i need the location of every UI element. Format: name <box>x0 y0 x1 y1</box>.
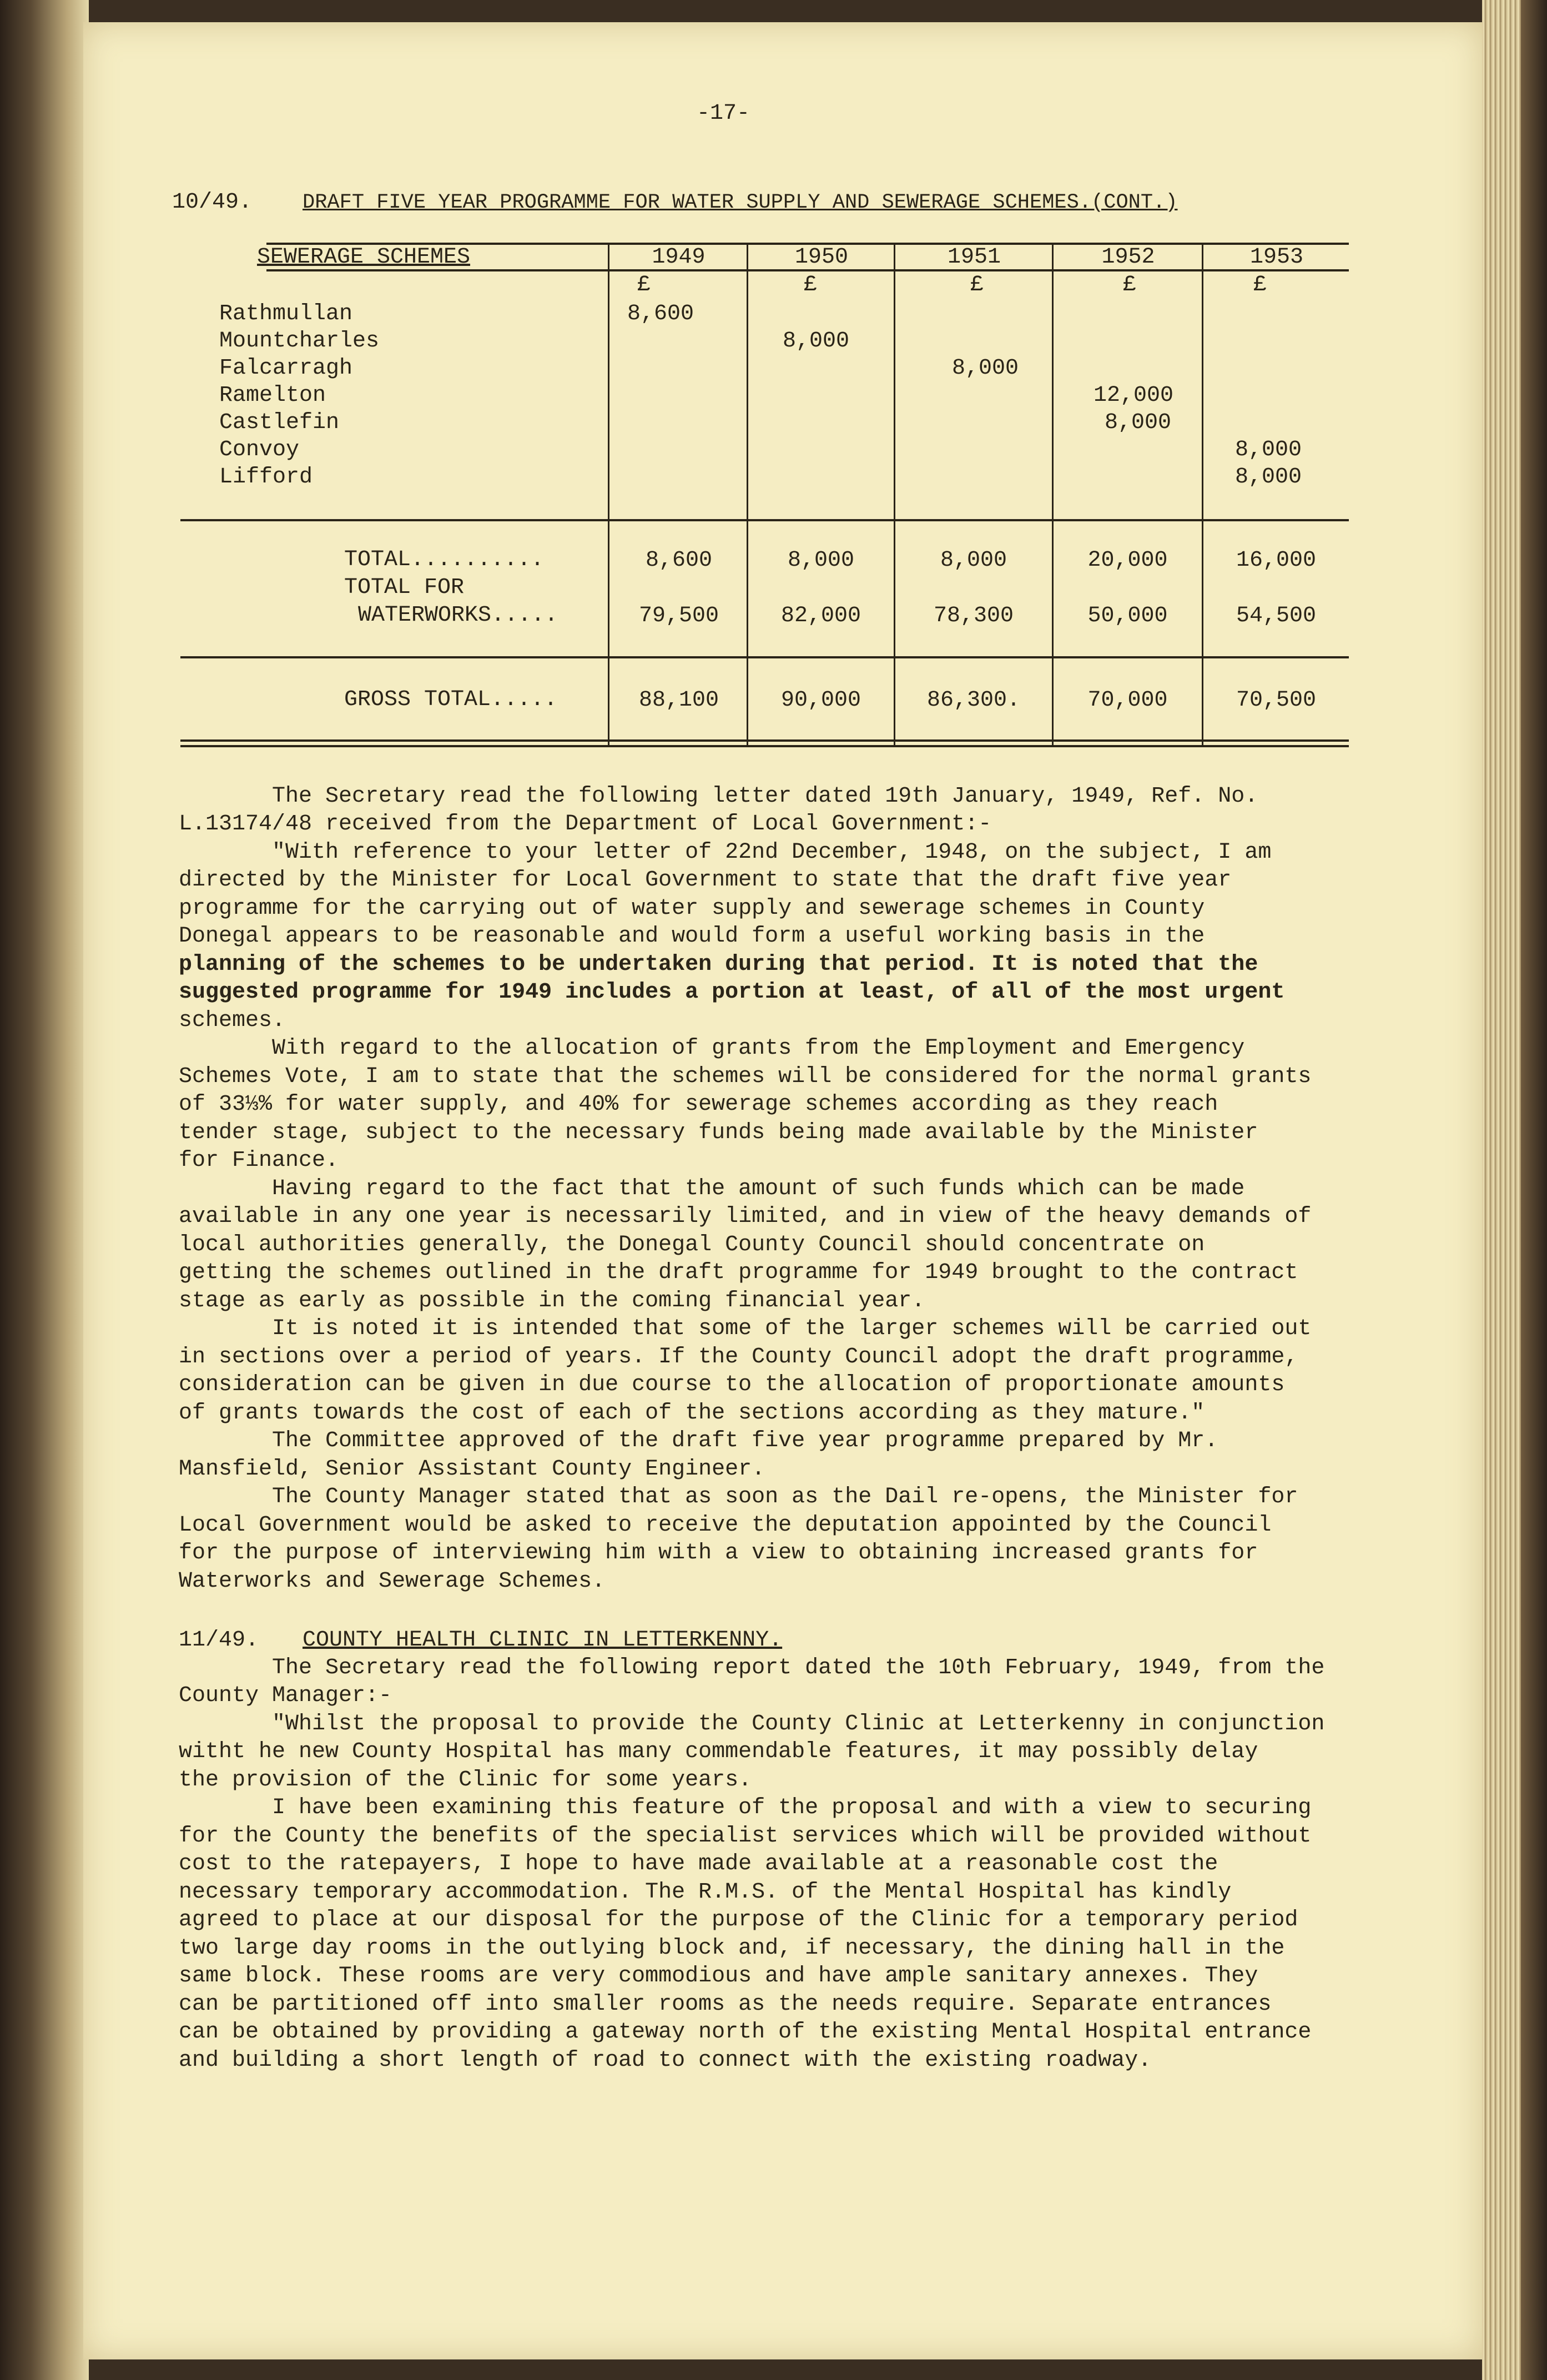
scheme-name: Lifford <box>219 465 313 490</box>
page-number: -17- <box>697 101 750 126</box>
text-line: I have been examining this feature of the proposal and with a view to securing <box>179 1795 1312 1820</box>
text-line: Local Government would be asked to receive the deputation appointed by the Council <box>179 1513 1272 1538</box>
scheme-value: 8,000 <box>1235 437 1302 462</box>
currency-1949: £ <box>637 273 651 298</box>
waterworks-1949: 79,500 <box>638 603 719 628</box>
waterworks-1951: 78,300 <box>933 603 1014 628</box>
scheme-value: 8,600 <box>627 301 694 326</box>
section-title-11: COUNTY HEALTH CLINIC IN LETTERKENNY. <box>303 1628 783 1653</box>
text-line: The County Manager stated that as soon as the Dail re-opens, the Minister for <box>179 1485 1298 1509</box>
section-number-11: 11/49. <box>179 1628 259 1653</box>
text-line: cost to the ratepayers, I hope to have made available at a reasonable cost the <box>179 1851 1218 1876</box>
text-line: stage as early as possible in the coming financial year. <box>179 1289 925 1314</box>
text-line: in sections over a period of years. If the County Council adopt the draft programme, <box>179 1345 1298 1370</box>
total-1951: 8,000 <box>940 548 1007 573</box>
waterworks-1950: 82,000 <box>780 603 861 628</box>
text-line: planning of the schemes to be undertaken during that period. It is noted that the <box>179 952 1258 977</box>
scheme-name: Rathmullan <box>219 301 353 326</box>
gross-1951: 86,300. <box>926 688 1021 713</box>
text-line: The Committee approved of the draft five year programme prepared by Mr. <box>179 1428 1218 1453</box>
text-line: Having regard to the fact that the amount of such funds which can be made <box>179 1176 1245 1201</box>
text-line: necessary temporary accommodation. The R.M.S. of the Mental Hospital has kindly <box>179 1880 1232 1905</box>
table-header-1952: 1952 <box>1101 245 1155 270</box>
table-header-1951: 1951 <box>947 245 1001 270</box>
text-line: agreed to place at our disposal for the purpose of the Clinic for a temporary period <box>179 1908 1298 1933</box>
waterworks-1953: 54,500 <box>1236 603 1317 628</box>
text-line: witht he new County Hospital has many commendable features, it may possibly delay <box>179 1739 1258 1764</box>
total-1950: 8,000 <box>787 548 855 573</box>
currency-1952: £ <box>1122 273 1136 298</box>
text-line: Waterworks and Sewerage Schemes. <box>179 1569 606 1594</box>
text-line: the provision of the Clinic for some years. <box>179 1768 752 1793</box>
scheme-name: Castlefin <box>219 410 340 435</box>
table-header-1949: 1949 <box>652 245 706 270</box>
text-line: can be obtained by providing a gateway north of the existing Mental Hospital entrance <box>179 2020 1312 2045</box>
total-label: TOTAL.......... <box>344 547 545 572</box>
scheme-name: Convoy <box>219 437 300 462</box>
scheme-value: 12,000 <box>1094 383 1174 408</box>
text-line: With regard to the allocation of grants from the Employment and Emergency <box>179 1036 1245 1061</box>
total-1949: 8,600 <box>645 548 713 573</box>
scheme-value: 8,000 <box>952 356 1019 381</box>
text-line: programme for the carrying out of water supply and sewerage schemes in County <box>179 896 1205 921</box>
waterworks-label: TOTAL FOR <box>344 575 465 600</box>
text-line: L.13174/48 received from the Department of Local Government:- <box>179 812 992 837</box>
text-line: of grants towards the cost of each of the sections according as they mature." <box>179 1401 1205 1426</box>
text-line: same block. These rooms are very commodious and have ample sanitary annexes. They <box>179 1964 1258 1989</box>
text-line: for Finance. <box>179 1148 339 1173</box>
text-line: can be partitioned off into smaller rooms as the needs require. Separate entrances <box>179 1992 1272 2017</box>
text-line: suggested programme for 1949 includes a portion at least, of all of the most urgent <box>179 980 1285 1005</box>
text-line: "Whilst the proposal to provide the County Clinic at Letterkenny in conjunction <box>179 1712 1325 1737</box>
section-title-10: DRAFT FIVE YEAR PROGRAMME FOR WATER SUPPLY AND SEWERAGE SCHEMES.(CONT.) <box>303 191 1178 214</box>
text-line: getting the schemes outlined in the draft programme for 1949 brought to the contract <box>179 1260 1298 1285</box>
scheme-value: 8,000 <box>1235 465 1302 490</box>
text-line: Mansfield, Senior Assistant County Engineer. <box>179 1457 765 1482</box>
table-header-schemes: SEWERAGE SCHEMES <box>256 245 471 270</box>
text-line: "With reference to your letter of 22nd December, 1948, on the subject, I am <box>179 840 1272 865</box>
table-header-1950: 1950 <box>794 245 848 270</box>
text-line: The Secretary read the following report dated the 10th February, 1949, from the <box>179 1656 1325 1680</box>
text-line: of 33⅓% for water supply, and 40% for sewerage schemes according as they reach <box>179 1092 1218 1117</box>
text-line: Donegal appears to be reasonable and would form a useful working basis in the <box>179 924 1205 949</box>
book-edge-shadow <box>1521 0 1547 2380</box>
scheme-name: Mountcharles <box>219 329 380 354</box>
currency-1950: £ <box>803 273 817 298</box>
waterworks-1952: 50,000 <box>1087 603 1168 628</box>
text-line: two large day rooms in the outlying block and, if necessary, the dining hall in the <box>179 1936 1285 1961</box>
text-line: consideration can be given in due course to the allocation of proportionate amounts <box>179 1372 1285 1397</box>
scheme-value: 8,000 <box>783 329 850 354</box>
text-line: available in any one year is necessarily limited, and in view of the heavy demands of <box>179 1204 1312 1229</box>
text-line: local authorities generally, the Donegal County Council should concentrate on <box>179 1232 1205 1257</box>
section-number-10: 10/49. <box>172 190 253 215</box>
gross-1952: 70,000 <box>1087 688 1168 713</box>
text-line: and building a short length of road to connect with the existing roadway. <box>179 2048 1152 2073</box>
text-line: The Secretary read the following letter dated 19th January, 1949, Ref. No. <box>179 784 1258 809</box>
text-line: tender stage, subject to the necessary funds being made available by the Minister <box>179 1120 1258 1145</box>
gross-1950: 90,000 <box>780 688 861 713</box>
scheme-value: 8,000 <box>1105 410 1172 435</box>
book-binding <box>0 0 89 2380</box>
text-line: Schemes Vote, I am to state that the schemes will be considered for the normal grants <box>179 1064 1312 1089</box>
text-line: for the purpose of interviewing him with a view to obtaining increased grants for <box>179 1541 1258 1566</box>
total-1953: 16,000 <box>1236 548 1317 573</box>
currency-1953: £ <box>1253 273 1267 298</box>
total-1952: 20,000 <box>1087 548 1168 573</box>
text-line: It is noted it is intended that some of the larger schemes will be carried out <box>179 1316 1312 1341</box>
text-line: for the County the benefits of the specialist services which will be provided without <box>179 1824 1312 1849</box>
gross-1953: 70,500 <box>1236 688 1317 713</box>
gross-total-label: GROSS TOTAL..... <box>344 687 558 712</box>
waterworks-label: WATERWORKS..... <box>358 603 558 628</box>
gross-1949: 88,100 <box>638 688 719 713</box>
text-line: schemes. <box>179 1008 286 1033</box>
scheme-name: Falcarragh <box>219 356 353 381</box>
currency-1951: £ <box>970 273 984 298</box>
table-header-1953: 1953 <box>1249 245 1303 270</box>
scheme-name: Ramelton <box>219 383 326 408</box>
text-line: directed by the Minister for Local Government to state that the draft five year <box>179 868 1232 893</box>
text-line: County Manager:- <box>179 1683 392 1708</box>
